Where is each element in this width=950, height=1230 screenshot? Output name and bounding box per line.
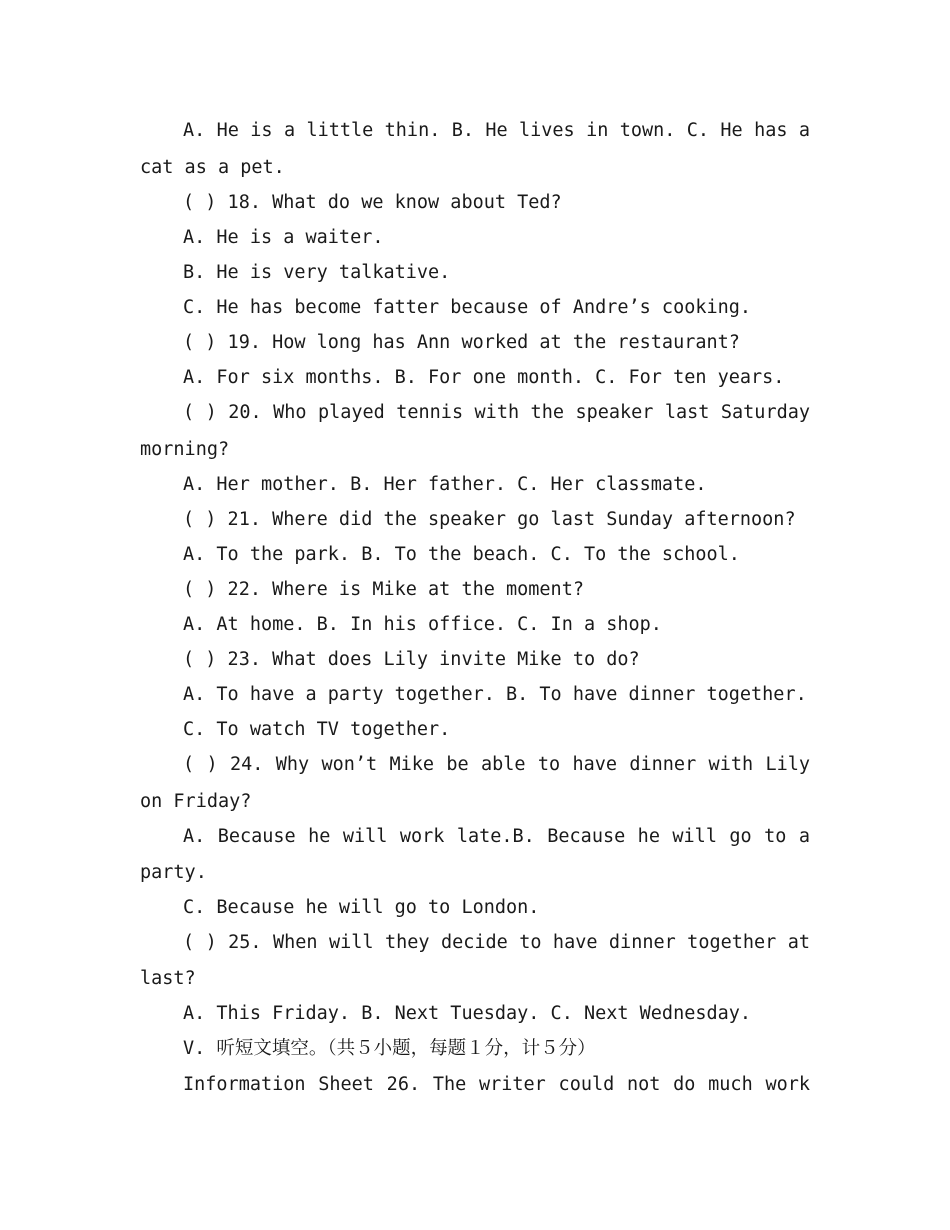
option-23-c: C. To watch TV together.: [183, 719, 451, 740]
question-25: ( ) 25. When will they decide to have dinner together at: [183, 932, 810, 953]
question-21: ( ) 21. Where did the speaker go last Sunday afternoon?: [183, 509, 796, 530]
options-23-ab: A. To have a party together. B. To have dinner together.: [183, 684, 807, 705]
section-v-heading: V. 听短文填空。（共５小题，每题１分，计５分）: [183, 1038, 596, 1059]
options-20: A. Her mother. B. Her father. C. Her classmate.: [183, 474, 707, 495]
options-21: A. To the park. B. To the beach. C. To the school.: [183, 544, 740, 565]
option-line-q17-cont: cat as a pet.: [140, 157, 285, 178]
question-18: ( ) 18. What do we know about Ted?: [183, 192, 562, 213]
question-19: ( ) 19. How long has Ann worked at the restaurant?: [183, 332, 740, 353]
option-line-q17: A. He is a little thin. B. He lives in town. C. He has a: [183, 120, 810, 141]
question-22: ( ) 22. Where is Mike at the moment?: [183, 579, 584, 600]
options-19: A. For six months. B. For one month. C. For ten years.: [183, 367, 785, 388]
question-24-cont: on Friday?: [140, 791, 252, 812]
options-22: A. At home. B. In his office. C. In a shop.: [183, 614, 662, 635]
option-18-a: A. He is a waiter.: [183, 227, 384, 248]
question-24: ( ) 24. Why won’t Mike be able to have dinner with Lily: [183, 754, 810, 775]
question-20: ( ) 20. Who played tennis with the speaker last Saturday: [183, 402, 810, 423]
option-18-b: B. He is very talkative.: [183, 262, 451, 283]
question-25-cont: last?: [140, 968, 196, 989]
question-20-cont: morning?: [140, 439, 230, 460]
options-24-ab-cont: party.: [140, 862, 207, 883]
option-24-c: C. Because he will go to London.: [183, 897, 540, 918]
options-25: A. This Friday. B. Next Tuesday. C. Next Wednesday.: [183, 1003, 752, 1024]
information-sheet-line: Information Sheet 26. The writer could not do much work: [183, 1074, 810, 1095]
option-18-c: C. He has become fatter because of Andre’s cooking.: [183, 297, 752, 318]
question-23: ( ) 23. What does Lily invite Mike to do?: [183, 649, 640, 670]
options-24-ab: A. Because he will work late.B. Because he will go to a: [183, 826, 810, 847]
